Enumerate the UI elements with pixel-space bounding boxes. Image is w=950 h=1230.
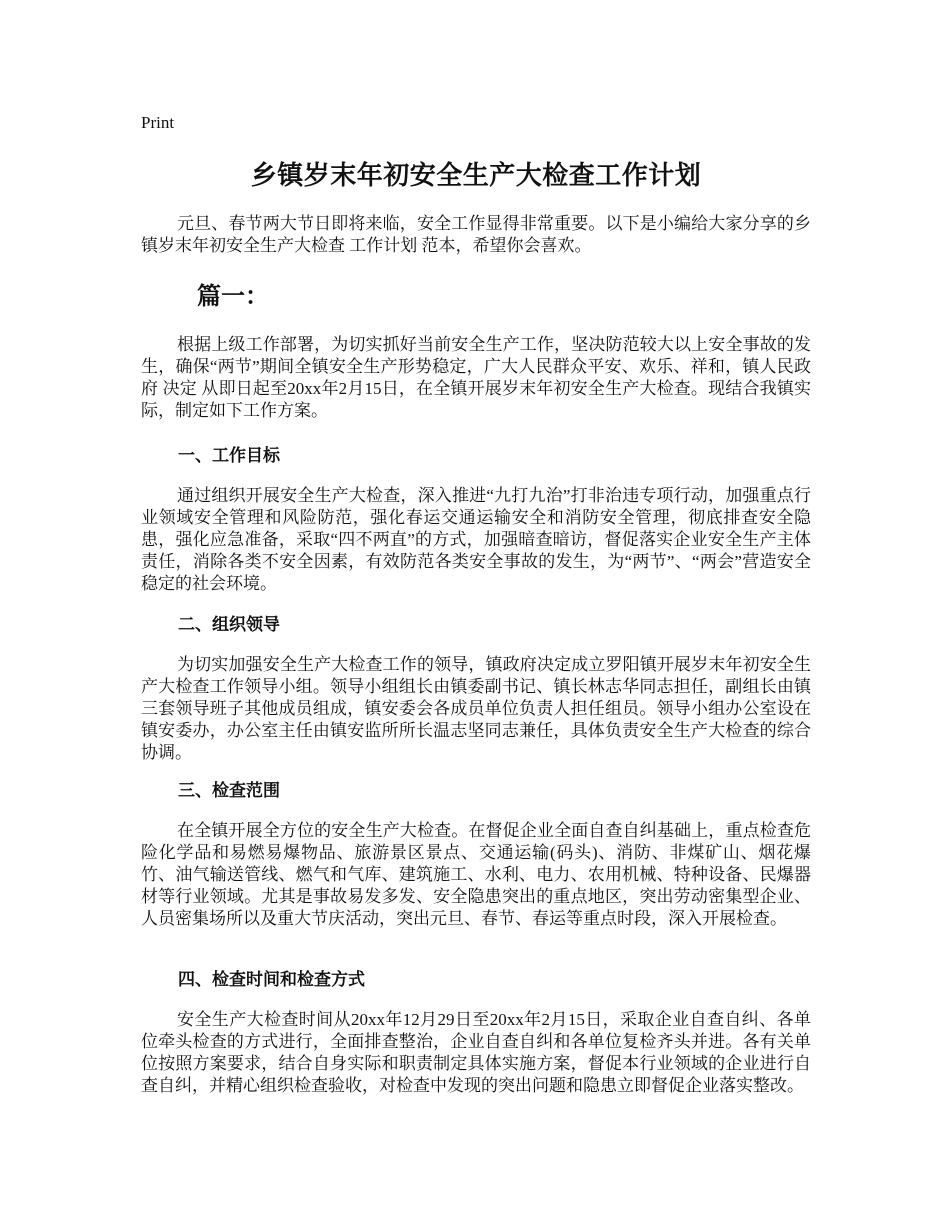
print-label: Print (141, 113, 175, 132)
section-heading-leadership: 二、组织领导 (178, 615, 280, 634)
section-body-leadership: 为切实加强安全生产大检查工作的领导，镇政府决定成立罗阳镇开展岁末年初安全生产大检查工作领导小组。领导小组组长由镇委副书记、镇长林志华同志担任，副组长由镇三套领导班子其他成员组成，镇安委会各成员单位负责人担任组员。领导小组办公室设在镇安委办，办公室主任由镇安监所所长温志坚同志兼任，具体负责安全生产大检查的综合协调。 (141, 655, 811, 762)
section-body-goals: 通过组织开展安全生产大检查，深入推进“九打九治”打非治违专项行动，加强重点行业领域安全管理和风险防范，强化春运交通运输安全和消防安全管理，彻底排查安全隐患，强化应急准备，采取“四不两直”的方式，加强暗查暗访，督促落实企业安全生产主体责任，消除各类不安全因素，有效防范各类安全事故的发生，为“两节”、“两会”营造安全稳定的社会环境。 (141, 486, 811, 593)
section-heading-scope: 三、检查范围 (178, 781, 280, 800)
section-body-scope: 在全镇开展全方位的安全生产大检查。在督促企业全面自查自纠基础上，重点检查危险化学品和易燃易爆物品、旅游景区景点、交通运输(码头)、消防、非煤矿山、烟花爆竹、油气输送管线、燃气和气库、建筑施工、水利、电力、农用机械、特种设备、民爆器材等行业领域。尤其是事故易发多发、安全隐患突出的重点地区，突出劳动密集型企业、人员密集场所以及重大节庆活动，突出元旦、春节、春运等重点时段，深入开展检查。 (141, 821, 811, 928)
part-intro-paragraph: 根据上级工作部署，为切实抓好当前安全生产工作，坚决防范较大以上安全事故的发生，确保“两节”期间全镇安全生产形势稳定，广大人民群众平安、欢乐、祥和，镇人民政府 决定 从即日起至20xx年2月15日，在全镇开展岁末年初安全生产大检查。现结合我镇实际，制定如下工作方案。 (141, 335, 811, 420)
page-title: 乡镇岁末年初安全生产大检查工作计划 (250, 161, 702, 190)
section-body-schedule: 安全生产大检查时间从20xx年12月29日至20xx年2月15日，采取企业自查自纠、各单位牵头检查的方式进行，全面排查整治，企业自查自纠和各单位复检齐头并进。各有关单位按照方案要求，结合自身实际和职责制定具体实施方案，督促本行业领域的企业进行自查自纠，并精心组织检查验收，对检查中发现的突出问题和隐患立即督促企业落实整改。 (141, 1010, 811, 1095)
section-heading-goals: 一、工作目标 (178, 446, 280, 465)
section-heading-schedule: 四、检查时间和检查方式 (178, 970, 365, 989)
part-heading: 篇一： (197, 284, 269, 310)
intro-paragraph: 元旦、春节两大节日即将来临，安全工作显得非常重要。以下是小编给大家分享的乡镇岁末年初安全生产大检查 工作计划 范本，希望你会喜欢。 (141, 214, 811, 255)
